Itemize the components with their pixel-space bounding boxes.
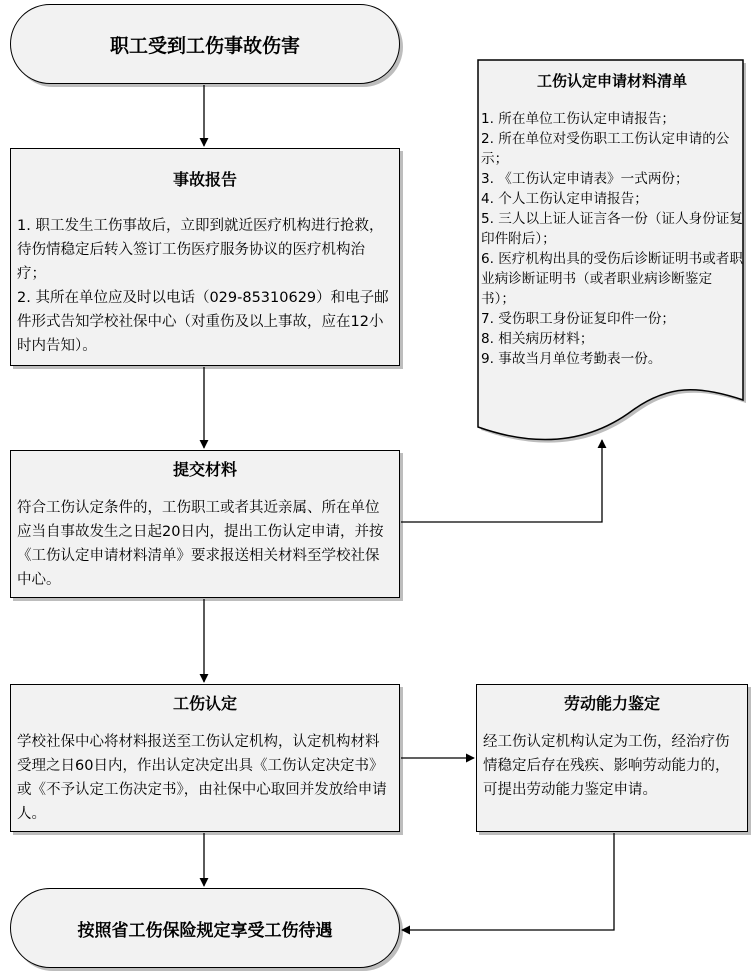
identify-box <box>10 684 400 832</box>
submit-body: 符合工伤认定条件的，工伤职工或者其近亲属、所在单位应当自事故发生之日起20日内，提出工伤认定申请，并按《工伤认定申请材料清单》要求报送相关材料至学校社保中心。 <box>17 500 384 588</box>
ability-body: 经工伤认定机构认定为工伤，经治疗伤情稳定后存在残疾、影响劳动能力的，可提出劳动能力鉴定申请。 <box>483 734 730 798</box>
report-title: 事故报告 <box>172 170 237 189</box>
start-label: 职工受到工伤事故伤害 <box>109 34 300 57</box>
end-node <box>10 888 400 968</box>
submit-box <box>10 450 400 598</box>
identify-body: 学校社保中心将材料报送至工伤认定机构，认定机构材料受理之日60日内，作出认定决定出具《工伤认定决定书》或《不予认定工伤决定书》，由社保中心取回并发放给申请人。 <box>17 734 387 822</box>
materials-list <box>481 62 743 369</box>
materials-title: 工伤认定申请材料清单 <box>536 72 687 90</box>
identify-title: 工伤认定 <box>172 694 237 713</box>
ability-title: 劳动能力鉴定 <box>563 694 660 713</box>
submit-title: 提交材料 <box>172 460 237 479</box>
arrow-submit-to-materials <box>401 440 602 522</box>
start-node <box>10 4 400 84</box>
end-label: 按照省工伤保险规定享受工伤待遇 <box>77 920 333 941</box>
report-body: 1. 职工发生工伤事故后，立即到就近医疗机构进行抢救，待伤情稳定后转入签订工伤医疗服务协议的医疗机构治疗； 2. 其所在单位应及时以电话（029-85310629）和电子邮件形式告知学校社保中心（对重伤及以上事故，应在12小时内告知）。 <box>17 218 389 354</box>
report-box <box>10 148 400 366</box>
arrow-ability-to-end <box>402 833 614 930</box>
ability-box <box>476 684 748 832</box>
materials-items: 1. 所在单位工伤认定申请报告； 2. 所在单位对受伤职工工伤认定申请的公示； 3. 《工伤认定申请表》一式两份； 4. 个人工伤认定申请报告； 5. 三人以上证人证言各一份（证人身份证复印件附后）； 6. 医疗机构出具的受伤后诊断证明书或者职业病诊断证明书（或者职业病诊断鉴定书）； 7. 受伤职工身份证复印件一份； 8. 相关病历材料； 9. 事故当月单位考勤表一份。 <box>481 111 743 367</box>
